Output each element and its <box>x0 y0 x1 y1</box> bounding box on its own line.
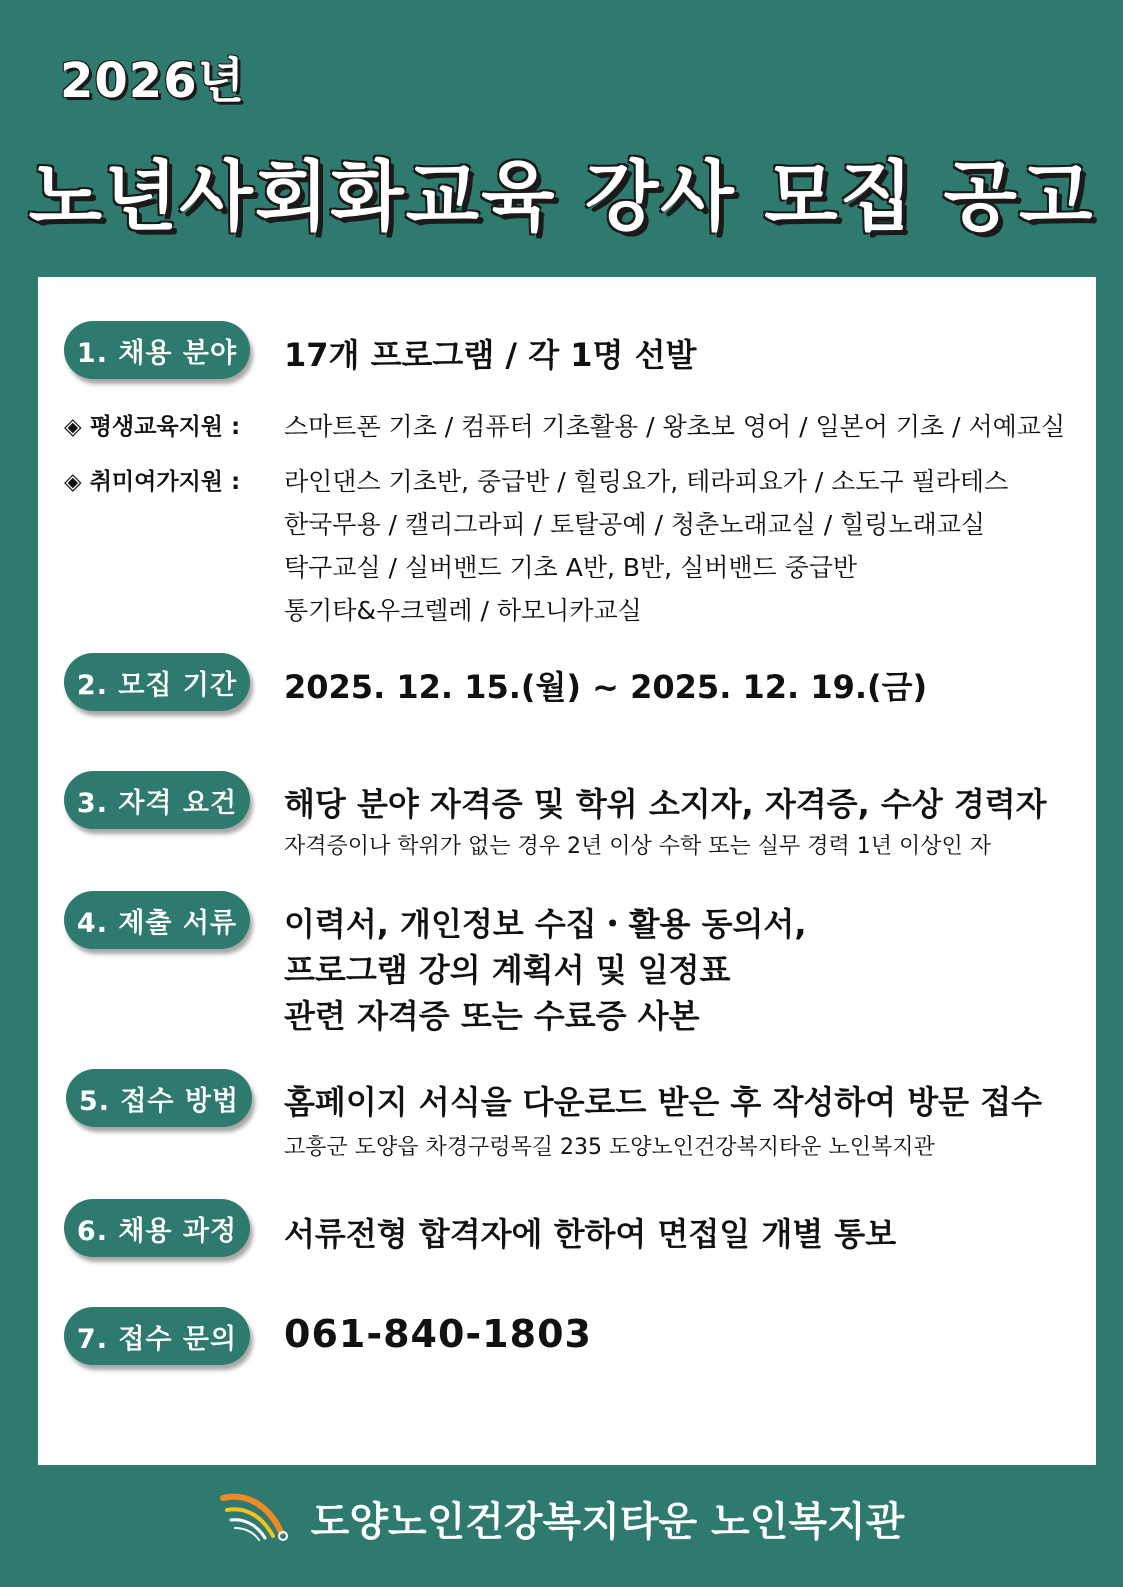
section-4-line-3: 관련 자격증 또는 수료증 사본 <box>284 997 700 1035</box>
poster-title: 노년사회화교육 강사 모집 공고 <box>28 152 1095 241</box>
section-5-label: 5. 접수 방법 <box>66 1069 252 1127</box>
content-panel <box>38 277 1096 1465</box>
section-1-main: 17개 프로그램 / 각 1명 선발 <box>284 336 697 374</box>
section-6-main: 서류전형 합격자에 한하여 면접일 개별 통보 <box>284 1215 897 1253</box>
section-7-label: 7. 접수 문의 <box>64 1307 250 1365</box>
hobby-program-line-1: 라인댄스 기초반, 중급반 / 힐링요가, 테라피요가 / 소도구 필라테스 <box>284 467 1009 496</box>
section-4-line-1: 이력서, 개인정보 수집・활용 동의서, <box>284 905 807 943</box>
footer <box>0 1478 1123 1558</box>
lifelong-education-label: ◈ 평생교육지원 : <box>64 414 241 440</box>
section-2-label: 2. 모집 기간 <box>64 653 250 711</box>
hobby-leisure-label: ◈ 취미여가지원 : <box>64 469 241 495</box>
section-2-main: 2025. 12. 15.(월) ~ 2025. 12. 19.(금) <box>284 668 928 706</box>
hobby-program-line-4: 통기타&우크렐레 / 하모니카교실 <box>284 596 642 625</box>
section-6-label: 6. 채용 과정 <box>64 1199 250 1257</box>
swoosh-logo-icon <box>219 1488 291 1548</box>
poster-year: 2026년 <box>60 53 245 109</box>
section-3-label: 3. 자격 요건 <box>64 771 250 829</box>
section-4-line-2: 프로그램 강의 계획서 및 일정표 <box>284 951 731 989</box>
section-1-label: 1. 채용 분야 <box>64 321 250 379</box>
footer-org-name: 도양노인건강복지타운 노인복지관 <box>310 1498 905 1545</box>
section-5-main: 홈페이지 서식을 다운로드 받은 후 작성하여 방문 접수 <box>284 1083 1043 1121</box>
hobby-program-line-3: 탁구교실 / 실버밴드 기초 A반, B반, 실버밴드 중급반 <box>284 553 858 582</box>
section-3-main: 해당 분야 자격증 및 학위 소지자, 자격증, 수상 경력자 <box>284 785 1047 823</box>
hobby-program-line-2: 한국무용 / 캘리그라피 / 토탈공예 / 청춘노래교실 / 힐링노래교실 <box>284 510 986 539</box>
section-5-address: 고흥군 도양읍 차경구렁목길 235 도양노인건강복지타운 노인복지관 <box>284 1135 935 1160</box>
section-4-label: 4. 제출 서류 <box>64 891 250 949</box>
contact-phone: 061-840-1803 <box>284 1312 592 1356</box>
section-3-note: 자격증이나 학위가 없는 경우 2년 이상 수학 또는 실무 경력 1년 이상인 자 <box>284 834 991 859</box>
lifelong-education-programs: 스마트폰 기초 / 컴퓨터 기초활용 / 왕초보 영어 / 일본어 기초 / 서예교실 <box>284 412 1066 441</box>
